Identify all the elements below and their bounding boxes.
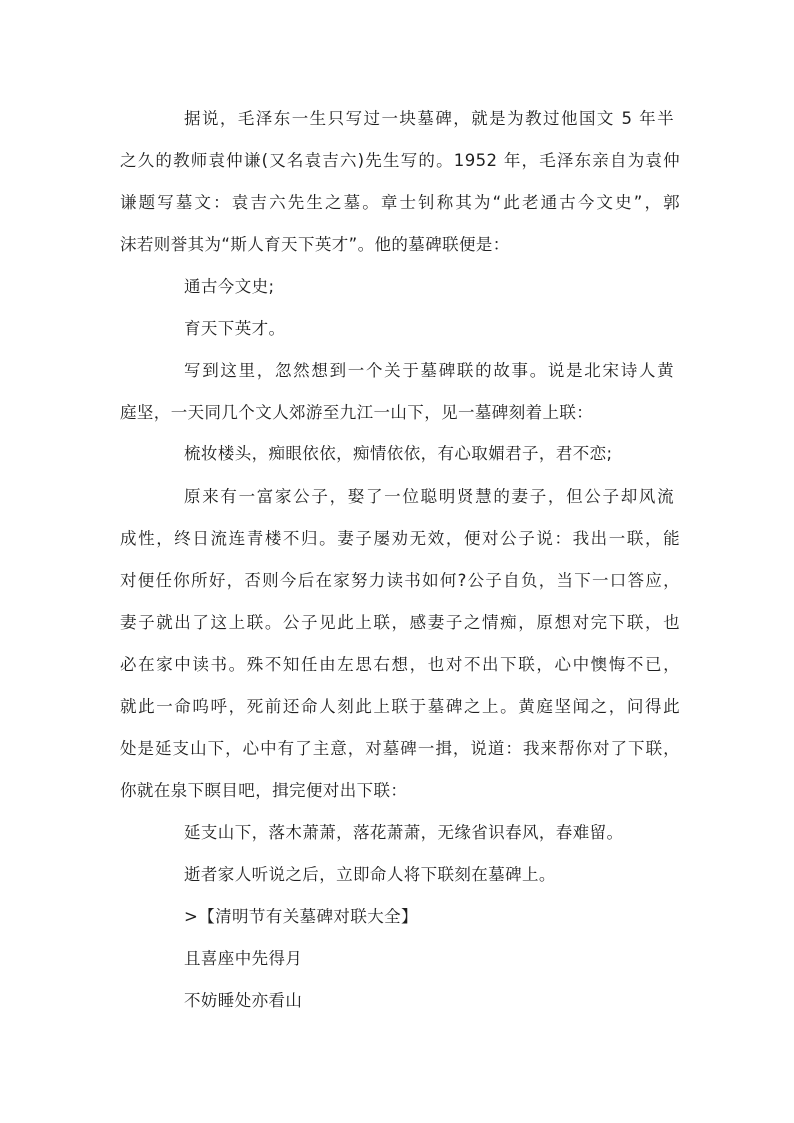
tomb-lower-couplet: 延支山下，落木萧萧，落花萧萧，无缘省识春风，春难留。 xyxy=(184,823,624,842)
section-heading: >【清明节有关墓碑对联大全】 xyxy=(184,907,418,926)
paragraph-4-line-2: 庭坚，一天同几个文人郊游至九江一山下，见一墓碑刻着上联： xyxy=(120,403,594,422)
paragraph-4-line-1: 写到这里，忽然想到一个关于墓碑联的故事。说是北宋诗人黄 xyxy=(184,361,674,380)
tomb-upper-couplet: 梳妆楼头，痴眼依依，痴情依依，有心取媚君子，君不恋; xyxy=(184,444,613,463)
paragraph-6-line-6: 就此一命呜呼，死前还命人刻此上联于墓碑之上。黄庭坚闻之，问得此 xyxy=(120,697,680,716)
paragraph-6-line-4: 妻子就出了这上联。公子见此上联，感妻子之情痴，原想对完下联，也 xyxy=(120,613,680,632)
paragraph-1-line-2: 之久的教师袁仲谦(又名袁吉六)先生写的。1952 年，毛泽东亲自为袁仲 xyxy=(120,151,680,170)
paragraph-6-line-1: 原来有一富家公子，娶了一位聪明贤慧的妻子，但公子却风流 xyxy=(184,487,674,506)
couplet-2-lower: 不妨睡处亦看山 xyxy=(184,991,303,1010)
paragraph-1-line-1: 据说，毛泽东一生只写过一块墓碑，就是为教过他国文 5 年半 xyxy=(184,109,674,128)
paragraph-6-line-8: 你就在泉下瞑目吧，揖完便对出下联： xyxy=(120,781,408,800)
paragraph-8-line-1: 逝者家人听说之后，立即命人将下联刻在墓碑上。 xyxy=(184,865,556,884)
paragraph-6-line-3: 对便任你所好，否则今后在家努力读书如何?公子自负，当下一口答应， xyxy=(120,571,680,590)
couplet-line-lower: 育天下英才。 xyxy=(184,319,286,338)
paragraph-6-line-5: 必在家中读书。殊不知任由左思右想，也对不出下联，心中懊悔不已， xyxy=(120,655,680,674)
couplet-line-upper: 通古今文史; xyxy=(184,277,275,296)
paragraph-6-line-2: 成性，终日流连青楼不归。妻子屡劝无效，便对公子说：我出一联，能 xyxy=(120,529,680,548)
couplet-2-upper: 且喜座中先得月 xyxy=(184,949,303,968)
paragraph-6-line-7: 处是延支山下，心中有了主意，对墓碑一揖，说道：我来帮你对了下联， xyxy=(120,739,680,758)
paragraph-1-line-3: 谦题写墓文：袁吉六先生之墓。章士钊称其为“此老通古今文史”，郭 xyxy=(120,193,680,212)
paragraph-1-line-4: 沫若则誉其为“斯人育天下英才”。他的墓碑联便是： xyxy=(120,235,510,254)
